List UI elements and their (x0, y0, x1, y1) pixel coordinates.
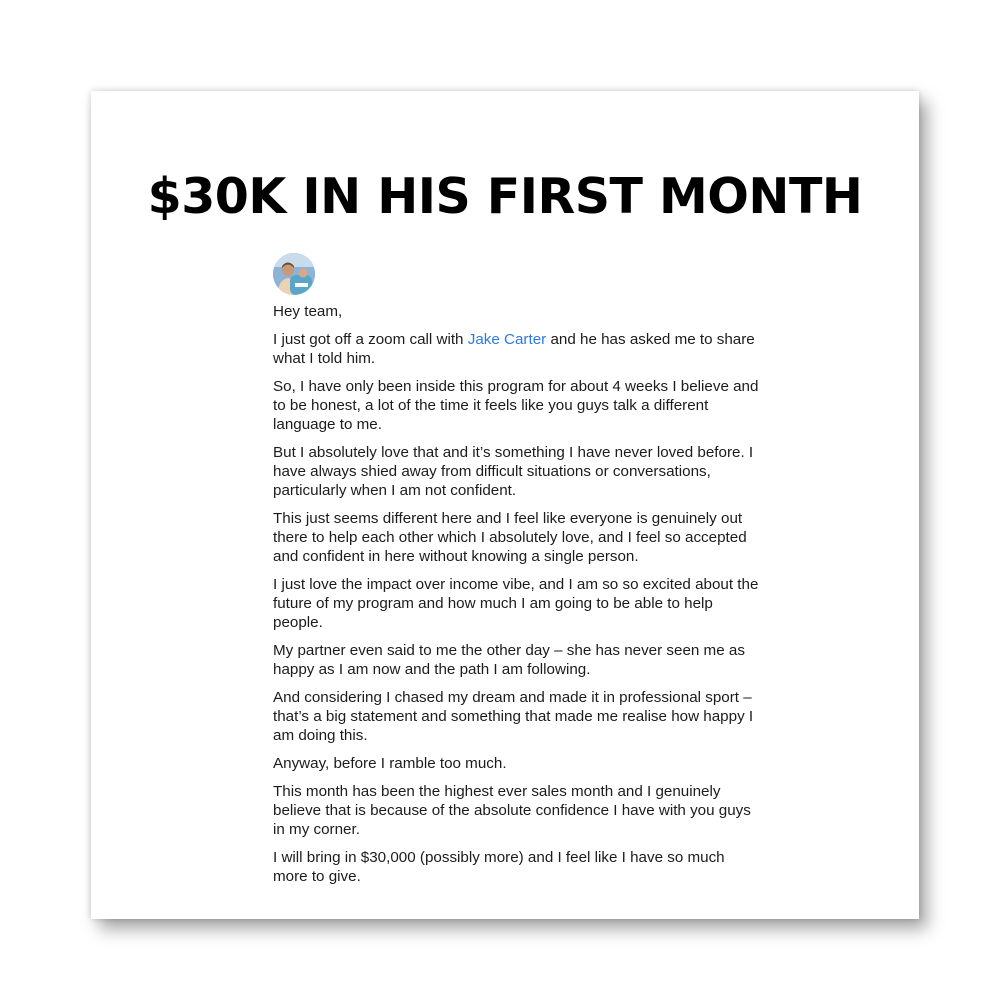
paragraph-6: My partner even said to me the other day – she has never seen me as happy as I am now and the path I am following. (273, 642, 745, 678)
paragraph-4: This just seems different here and I feel like everyone is genuinely out there to help each other which I absolutely love, and I feel so accepted and confident in here without knowing a single person. (273, 510, 747, 565)
paragraph-2: So, I have only been inside this program for about 4 weeks I believe and to be honest, a lot of the time it feels like you guys talk a different language to me. (273, 378, 759, 433)
mention-link[interactable]: Jake Carter (467, 331, 547, 348)
message-body (273, 302, 763, 895)
user-photo-avatar-icon (273, 253, 315, 295)
paragraph-8: Anyway, before I ramble too much. (273, 755, 507, 772)
headline: $30K IN HIS FIRST MONTH (147, 168, 863, 225)
paragraph-9: This month has been the highest ever sales month and I genuinely believe that is because of the absolute confidence I have with you guys in my corner. (273, 783, 751, 838)
paragraph-1-text-start: I just got off a zoom call with (273, 331, 468, 348)
paragraph-10: I will bring in $30,000 (possibly more) and I feel like I have so much more to give. (273, 849, 725, 885)
user-avatar[interactable] (273, 253, 315, 295)
testimonial-card (91, 91, 919, 919)
paragraph-1 (273, 330, 763, 368)
paragraph-5: I just love the impact over income vibe, and I am so so excited about the future of my program and how much I am going to be able to help people. (273, 576, 759, 631)
paragraph-3: But I absolutely love that and it’s something I have never loved before. I have always shied away from difficult situations or conversations, particularly when I am not confident. (273, 444, 754, 499)
greeting: Hey team, (273, 303, 343, 320)
paragraph-7: And considering I chased my dream and made it in professional sport – that’s a big statement and something that made me realise how happy I am doing this. (273, 689, 754, 744)
paragraph-1-text-end: and he has asked me to share what I told him. (273, 331, 755, 367)
